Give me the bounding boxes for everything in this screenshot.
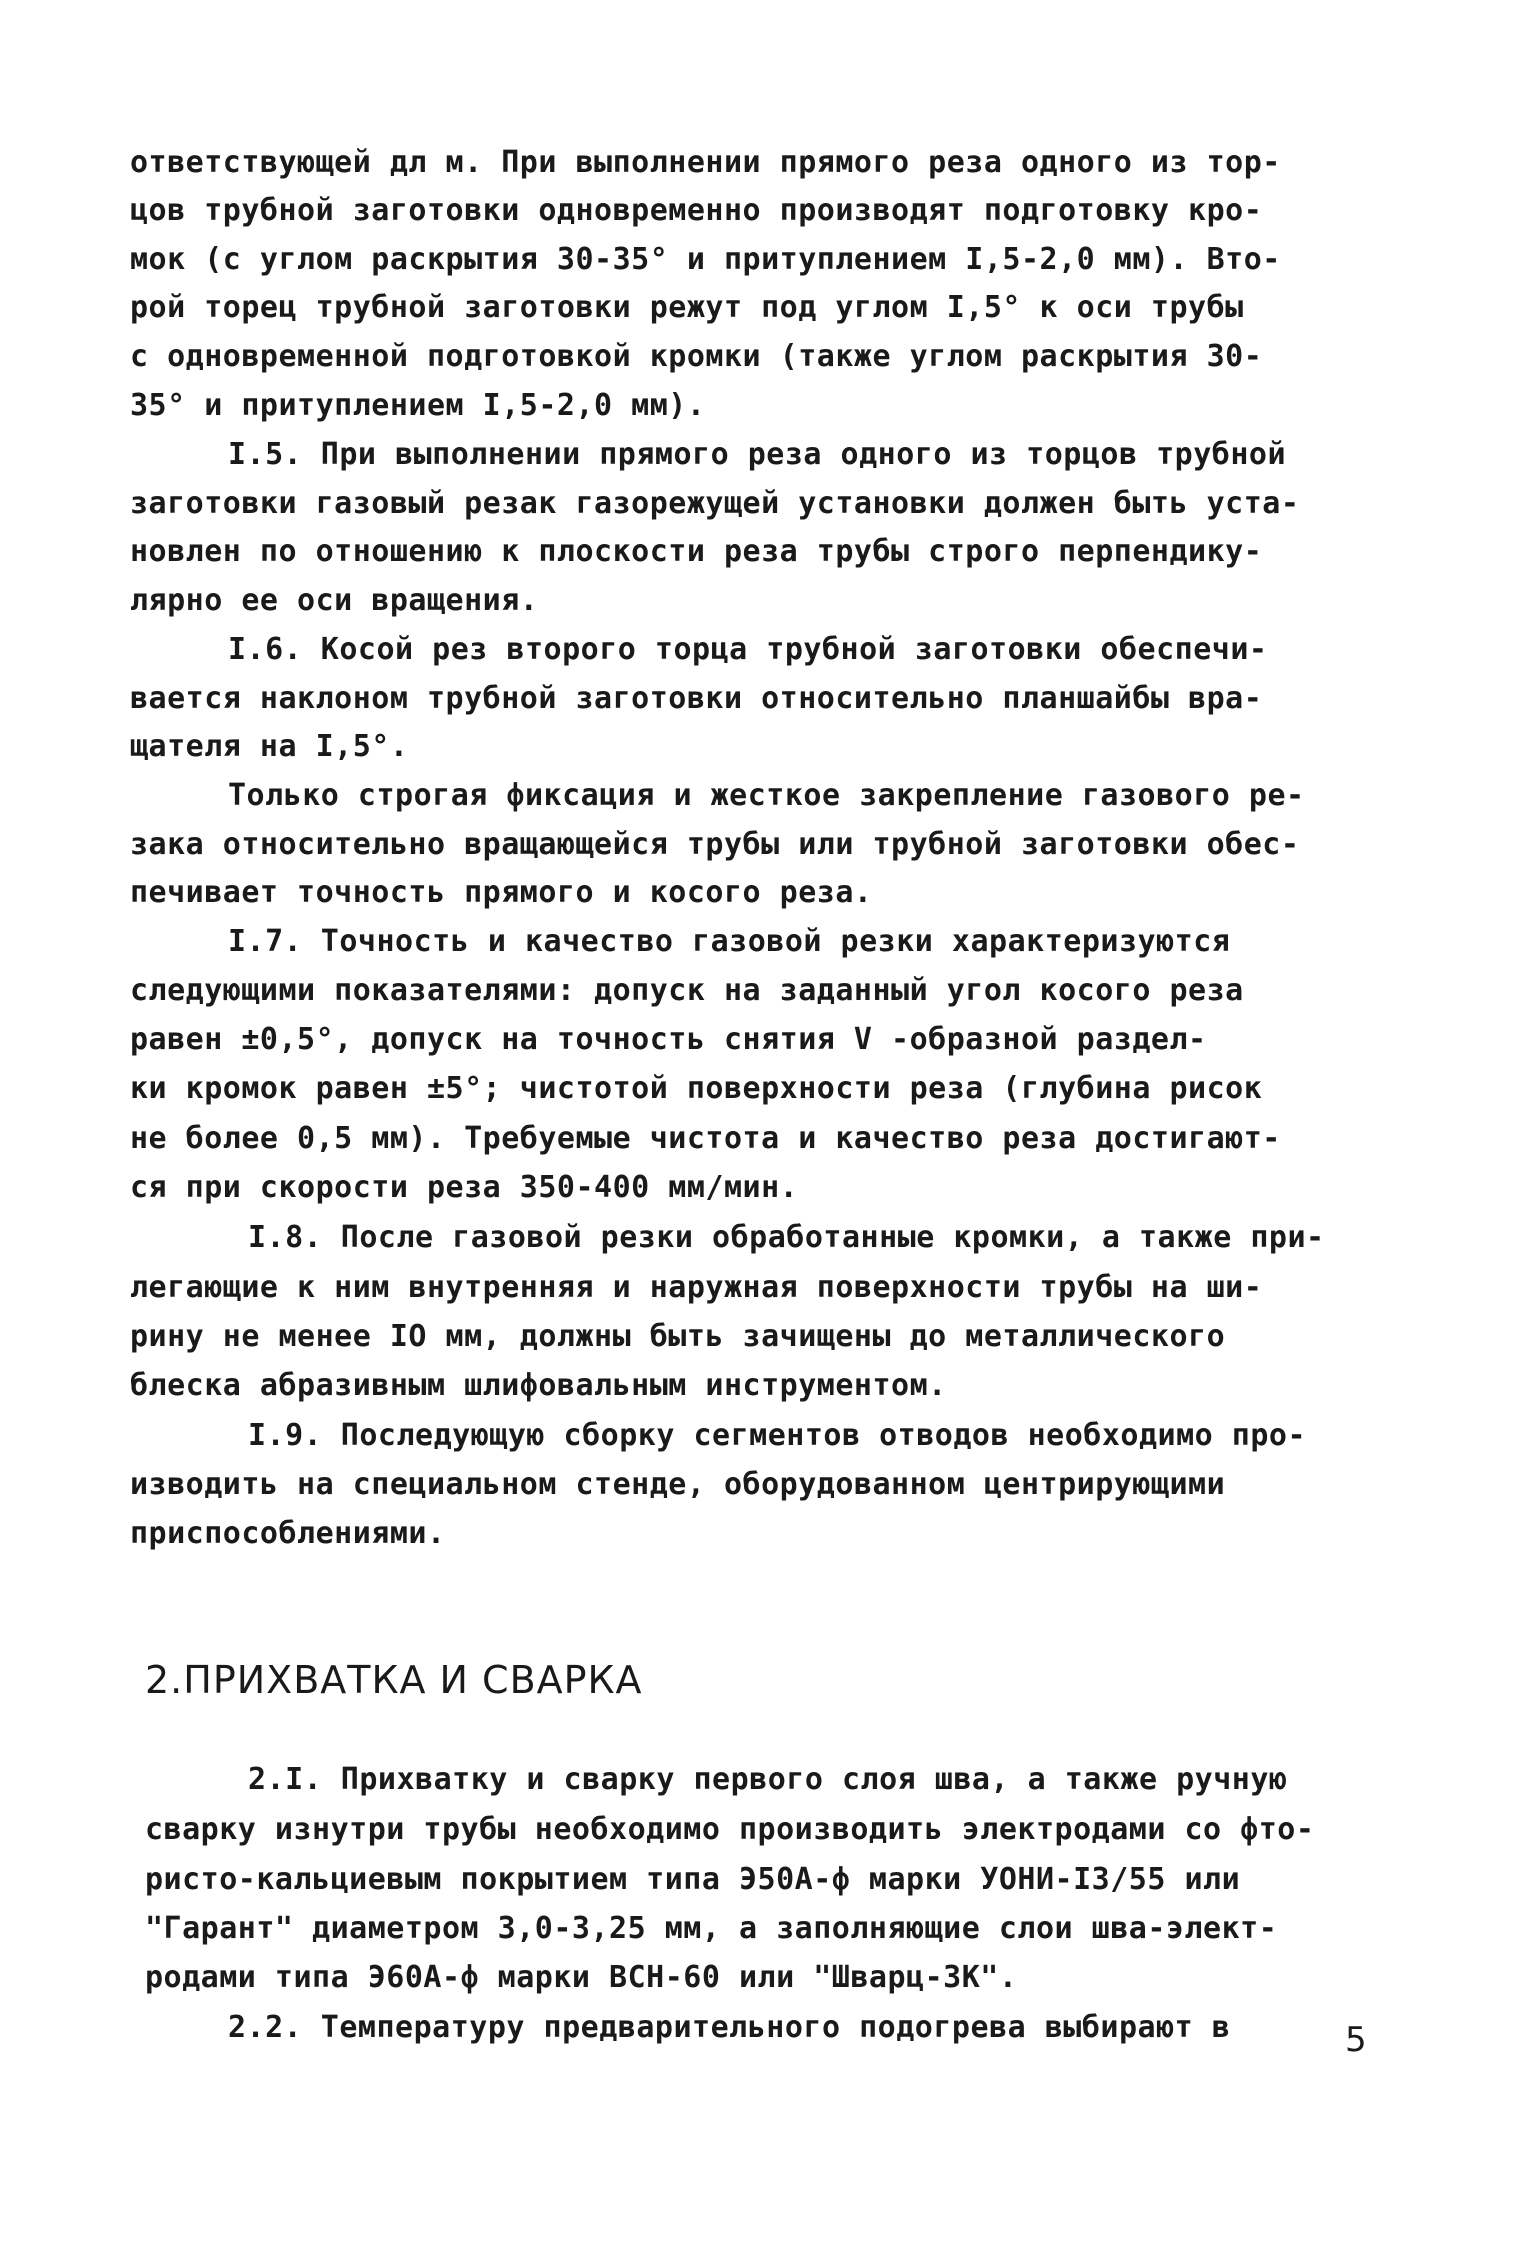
text-line: легающие к ним внутренняя и наружная поверхности трубы на ши-	[130, 1270, 1263, 1305]
text-line: ответствующей дл м. При выполнении прямого реза одного из тор-	[130, 145, 1281, 180]
text-line: 35° и притуплением I,5-2,0 мм).	[130, 388, 706, 423]
section-heading: 2.ПРИХВАТКА И СВАРКА	[145, 1658, 643, 1702]
text-line: заготовки газовый резак газорежущей установки должен быть уста-	[130, 486, 1300, 521]
text-line: Только строгая фиксация и жесткое закрепление газового ре-	[228, 778, 1305, 813]
text-line: печивает точность прямого и косого реза.	[130, 875, 873, 910]
text-line: I.9. Последующую сборку сегментов отводов необходимо про-	[248, 1418, 1307, 1453]
text-line: щателя на I,5°.	[130, 729, 409, 764]
text-line: сварку изнутри трубы необходимо производить электродами со фто-	[145, 1812, 1315, 1847]
text-line: рину не менее IO мм, должны быть зачищены до металлического	[130, 1319, 1226, 1354]
text-line: вается наклоном трубной заготовки относительно планшайбы вра-	[130, 681, 1263, 716]
text-line: родами типа Э60А-ф марки ВСН-60 или "Шварц-3К".	[145, 1960, 1018, 1995]
text-line: ристо-кальциевым покрытием типа Э50А-ф марки УОНИ-I3/55 или	[145, 1862, 1241, 1897]
text-line: изводить на специальном стенде, оборудованном центрирующими	[130, 1467, 1226, 1502]
text-line: новлен по отношению к плоскости реза трубы строго перпендику-	[130, 534, 1263, 569]
text-line: 2.I. Прихватку и сварку первого слоя шва, а также ручную	[248, 1762, 1288, 1797]
text-line: рой торец трубной заготовки режут под углом I,5° к оси трубы	[130, 290, 1244, 325]
text-line: ся при скорости реза 350-400 мм/мин.	[130, 1170, 799, 1205]
text-line: I.6. Косой рез второго торца трубной заготовки обеспечи-	[228, 632, 1268, 667]
text-line: цов трубной заготовки одновременно производят подготовку кро-	[130, 193, 1263, 228]
text-line: с одновременной подготовкой кромки (также углом раскрытия 30-	[130, 339, 1263, 374]
text-line: лярно ее оси вращения.	[130, 583, 539, 618]
page-number: 5	[1345, 2020, 1367, 2060]
text-line: I.8. После газовой резки обработанные кромки, а также при-	[248, 1220, 1325, 1255]
text-line: ки кромок равен ±5°; чистотой поверхности реза (глубина рисок	[130, 1071, 1263, 1106]
text-line: "Гарант" диаметром 3,0-3,25 мм, а заполняющие слои шва-элект-	[145, 1911, 1278, 1946]
text-line: блеска абразивным шлифовальным инструментом.	[130, 1368, 947, 1403]
text-line: равен ±0,5°, допуск на точность снятия V -образной раздел-	[130, 1022, 1207, 1057]
text-line: 2.2. Температуру предварительного подогрева выбирают в	[228, 2010, 1231, 2045]
text-line: зака относительно вращающейся трубы или трубной заготовки обес-	[130, 827, 1300, 862]
text-line: не более 0,5 мм). Требуемые чистота и качество реза достигают-	[130, 1121, 1281, 1156]
text-line: I.5. При выполнении прямого реза одного из торцов трубной	[228, 437, 1287, 472]
text-line: I.7. Точность и качество газовой резки характеризуются	[228, 924, 1231, 959]
text-line: приспособлениями.	[130, 1516, 446, 1551]
text-line: следующими показателями: допуск на заданный угол косого реза	[130, 973, 1244, 1008]
text-line: мок (с углом раскрытия 30-35° и притуплением I,5-2,0 мм). Вто-	[130, 242, 1281, 277]
